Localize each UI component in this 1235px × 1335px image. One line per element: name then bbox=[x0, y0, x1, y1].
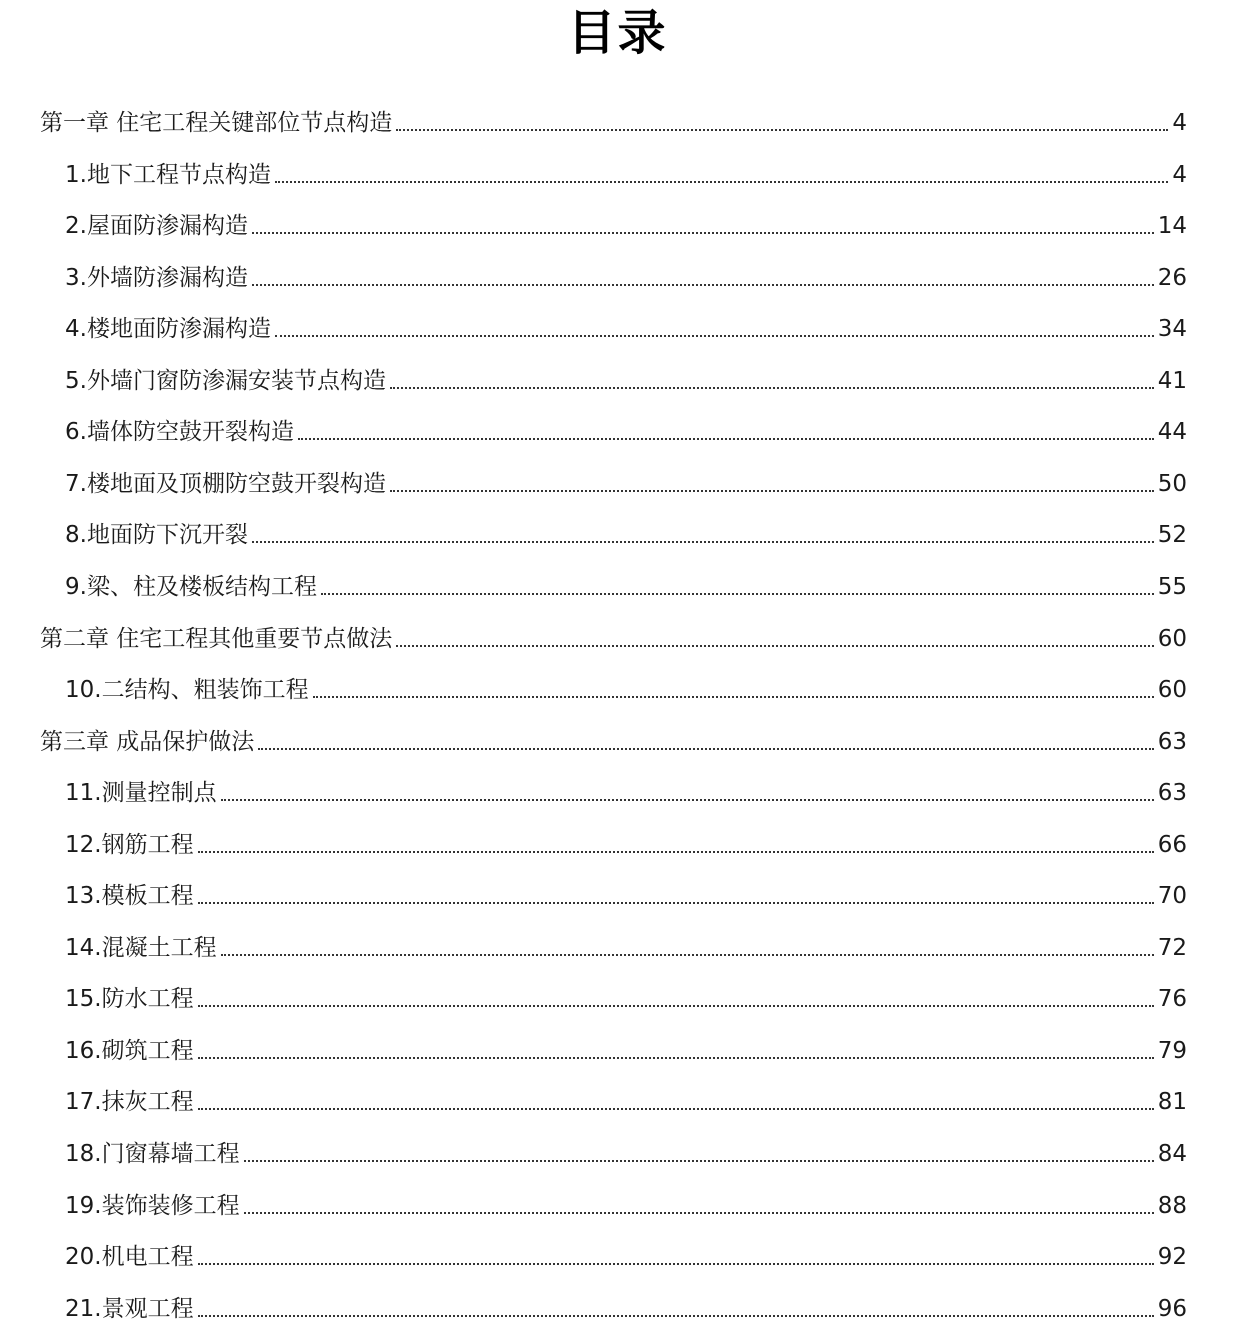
toc-entry-page-number: 55 bbox=[1157, 573, 1187, 600]
dot-leader bbox=[198, 851, 1154, 853]
dot-leader bbox=[298, 438, 1154, 440]
toc-entry-section[interactable] bbox=[65, 201, 1187, 241]
toc-entry-label: 13.模板工程 bbox=[65, 883, 194, 910]
toc-entry-label: 10.二结构、粗装饰工程 bbox=[65, 677, 309, 704]
dot-leader bbox=[396, 645, 1153, 647]
toc-entry-label: 14.混凝土工程 bbox=[65, 934, 217, 961]
toc-entry-page-number: 63 bbox=[1157, 780, 1187, 807]
toc-entry-label: 19.装饰装修工程 bbox=[65, 1192, 240, 1219]
dot-leader bbox=[396, 129, 1168, 131]
page-title: 目录 bbox=[567, 5, 668, 61]
toc-entry-section[interactable] bbox=[65, 304, 1187, 344]
toc-entry-page-number: 60 bbox=[1157, 677, 1187, 704]
toc-entry-section[interactable] bbox=[65, 510, 1187, 550]
dot-leader bbox=[321, 593, 1154, 595]
toc-entry-page-number: 4 bbox=[1172, 110, 1187, 136]
toc-entry-label: 8.地面防下沉开裂 bbox=[65, 522, 248, 549]
toc-entry-page-number: 72 bbox=[1157, 934, 1187, 961]
dot-leader bbox=[275, 181, 1168, 183]
toc-entry-label: 第二章 住宅工程其他重要节点做法 bbox=[40, 625, 393, 652]
toc-entry-label: 3.外墙防渗漏构造 bbox=[65, 264, 248, 291]
toc-entry-label: 9.梁、柱及楼板结构工程 bbox=[65, 573, 317, 600]
toc-entry-section[interactable] bbox=[65, 253, 1187, 293]
dot-leader bbox=[390, 387, 1154, 389]
toc-entry-page-number: 79 bbox=[1157, 1037, 1187, 1064]
dot-leader bbox=[198, 1005, 1154, 1007]
dot-leader bbox=[252, 232, 1154, 234]
toc-entry-section[interactable] bbox=[65, 768, 1187, 808]
toc-entry-section[interactable] bbox=[65, 1026, 1187, 1066]
toc-entry-label: 21.景观工程 bbox=[65, 1295, 194, 1322]
dot-leader bbox=[221, 799, 1154, 801]
toc-entry-section[interactable] bbox=[65, 459, 1187, 499]
dot-leader bbox=[198, 1108, 1154, 1110]
toc-entry-section[interactable] bbox=[65, 407, 1187, 447]
dot-leader bbox=[390, 490, 1154, 492]
toc-entry-page-number: 26 bbox=[1157, 264, 1187, 291]
toc-entry-section[interactable] bbox=[65, 1284, 1187, 1324]
toc-entry-page-number: 88 bbox=[1157, 1192, 1187, 1219]
toc-entry-label: 17.抹灰工程 bbox=[65, 1089, 194, 1116]
toc-entry-label: 16.砌筑工程 bbox=[65, 1037, 194, 1064]
dot-leader bbox=[252, 541, 1154, 543]
toc-entry-section[interactable] bbox=[65, 820, 1187, 860]
toc-entry-chapter[interactable] bbox=[40, 614, 1187, 654]
toc-entry-section[interactable] bbox=[65, 356, 1187, 396]
toc-entry-section[interactable] bbox=[65, 1077, 1187, 1117]
toc-entry-label: 18.门窗幕墙工程 bbox=[65, 1141, 240, 1167]
toc-entry-section[interactable] bbox=[65, 1129, 1187, 1169]
toc-entry-page-number: 34 bbox=[1157, 316, 1187, 343]
toc-entry-page-number: 92 bbox=[1157, 1244, 1187, 1271]
toc-entry-page-number: 66 bbox=[1157, 831, 1187, 858]
toc-entry-label: 7.楼地面及顶棚防空鼓开裂构造 bbox=[65, 470, 386, 497]
toc-entry-section[interactable] bbox=[65, 871, 1187, 911]
toc-entry-page-number: 84 bbox=[1157, 1141, 1187, 1167]
toc-entry-page-number: 44 bbox=[1157, 419, 1187, 446]
toc-entry-chapter[interactable] bbox=[40, 717, 1187, 757]
toc-entry-page-number: 41 bbox=[1157, 367, 1187, 394]
toc-entry-page-number: 70 bbox=[1157, 883, 1187, 910]
dot-leader bbox=[198, 1057, 1154, 1059]
toc-entry-page-number: 4 bbox=[1172, 161, 1187, 188]
toc-entry-section[interactable] bbox=[65, 1181, 1187, 1221]
toc-entry-label: 15.防水工程 bbox=[65, 986, 194, 1013]
dot-leader bbox=[244, 1160, 1154, 1162]
toc-entry-chapter[interactable] bbox=[40, 98, 1187, 138]
toc-entry-section[interactable] bbox=[65, 562, 1187, 602]
toc-entry-label: 5.外墙门窗防渗漏安装节点构造 bbox=[65, 367, 386, 394]
toc-entry-label: 12.钢筋工程 bbox=[65, 831, 194, 858]
dot-leader bbox=[244, 1212, 1154, 1214]
dot-leader bbox=[221, 954, 1154, 956]
toc-entry-label: 11.测量控制点 bbox=[65, 780, 217, 807]
dot-leader bbox=[275, 335, 1154, 337]
dot-leader bbox=[198, 902, 1154, 904]
toc-entry-label: 2.屋面防渗漏构造 bbox=[65, 213, 248, 240]
dot-leader bbox=[313, 696, 1154, 698]
dot-leader bbox=[198, 1263, 1154, 1265]
toc-entry-label: 1.地下工程节点构造 bbox=[65, 161, 271, 188]
toc-entry-page-number: 14 bbox=[1157, 213, 1187, 240]
toc-entry-page-number: 81 bbox=[1157, 1089, 1187, 1116]
toc-entry-page-number: 50 bbox=[1157, 470, 1187, 497]
toc-entry-section[interactable] bbox=[65, 665, 1187, 705]
toc-entry-label: 第一章 住宅工程关键部位节点构造 bbox=[40, 110, 393, 136]
toc-entry-page-number: 52 bbox=[1157, 522, 1187, 549]
toc-entry-label: 第三章 成品保护做法 bbox=[40, 728, 255, 755]
toc-entry-page-number: 76 bbox=[1157, 986, 1187, 1013]
toc-entry-label: 20.机电工程 bbox=[65, 1244, 194, 1271]
toc-entry-section[interactable] bbox=[65, 1232, 1187, 1272]
toc-entry-section[interactable] bbox=[65, 923, 1187, 963]
toc-entry-section[interactable] bbox=[65, 974, 1187, 1014]
toc-entry-page-number: 60 bbox=[1157, 625, 1187, 652]
toc-entry-page-number: 63 bbox=[1157, 728, 1187, 755]
toc-entry-section[interactable] bbox=[65, 150, 1187, 190]
toc-entry-label: 4.楼地面防渗漏构造 bbox=[65, 316, 271, 343]
dot-leader bbox=[252, 284, 1154, 286]
toc-entry-page-number: 96 bbox=[1157, 1295, 1187, 1322]
dot-leader bbox=[258, 748, 1153, 750]
dot-leader bbox=[198, 1315, 1154, 1317]
toc-entry-label: 6.墙体防空鼓开裂构造 bbox=[65, 419, 294, 446]
